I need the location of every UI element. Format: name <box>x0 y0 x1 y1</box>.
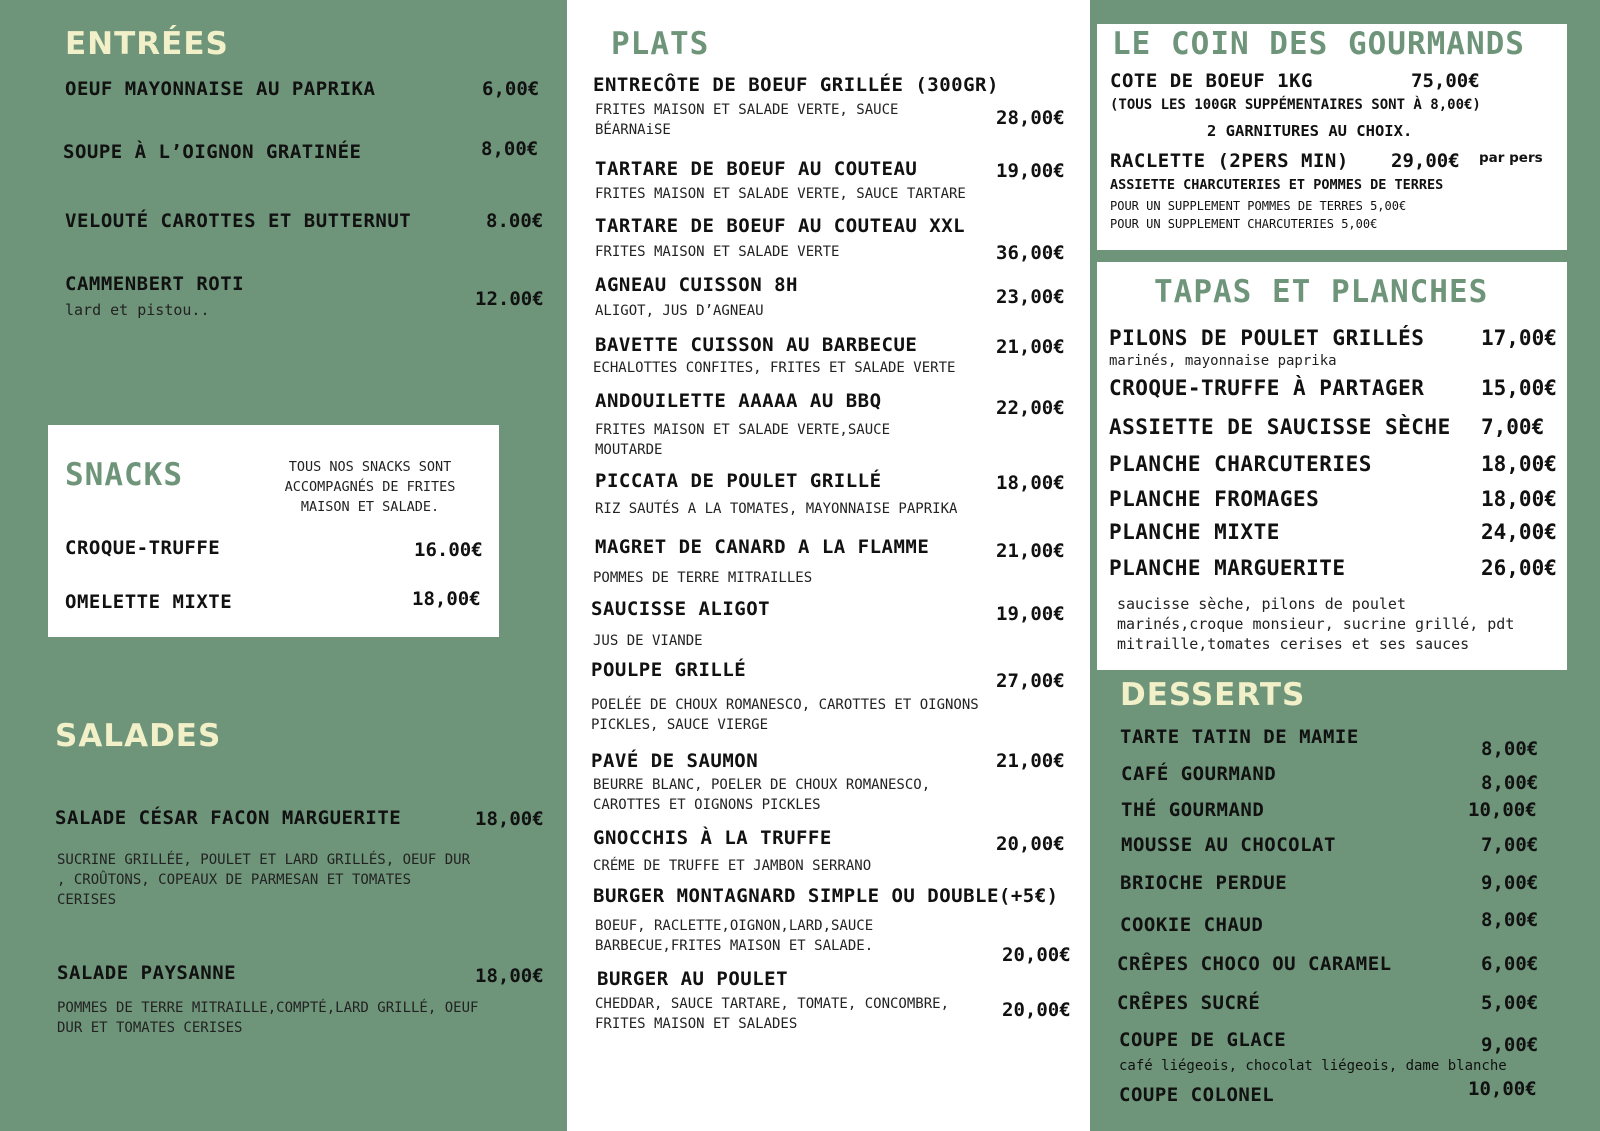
entree-name-1: OEUF MAYONNAISE AU PAPRIKA <box>65 78 376 100</box>
plat-name-4: AGNEAU CUISSON 8H <box>595 274 798 296</box>
snacks-note: TOUS NOS SNACKS SONT ACCOMPAGNÉS DE FRITES MAISON ET SALADE. <box>284 459 456 515</box>
snack-price-2: 18,00€ <box>412 588 481 610</box>
plat-desc-6: FRITES MAISON ET SALADE VERTE,SAUCE MOUTARDE <box>595 422 891 458</box>
desserts-title: DESSERTS <box>1120 677 1306 713</box>
dessert-name-1: TARTE TATIN DE MAMIE <box>1120 726 1359 748</box>
dessert-price-2: 8,00€ <box>1481 772 1539 794</box>
cote-garnish: 2 GARNITURES AU CHOIX. <box>1207 122 1413 140</box>
tapas-price-1: 17,00€ <box>1481 326 1557 350</box>
plats-title: PLATS <box>611 26 710 62</box>
plat-price-9: 19,00€ <box>996 603 1065 625</box>
plat-price-11: 21,00€ <box>996 750 1065 772</box>
plat-price-1: 28,00€ <box>996 107 1065 129</box>
dessert-price-9: 9,00€ <box>1481 1034 1539 1056</box>
plat-price-12: 20,00€ <box>996 833 1065 855</box>
plat-desc-9: JUS DE VIANDE <box>593 633 703 649</box>
tapas-footer: saucisse sèche, pilons de poulet marinés,croque monsieur, sucrine grillé, pdt mitraille,tomates cerises et ses sauces <box>1117 595 1515 653</box>
plat-price-13: 20,00€ <box>1002 944 1071 966</box>
dessert-price-6: 8,00€ <box>1481 909 1539 931</box>
salades-title: SALADES <box>55 718 222 754</box>
gourmands-title: LE COIN DES GOURMANDS <box>1112 26 1525 62</box>
plat-name-9: SAUCISSE ALIGOT <box>591 598 771 620</box>
plat-desc-10: POELÉE DE CHOUX ROMANESCO, CAROTTES ET OIGNONS PICKLES, SAUCE VIERGE <box>591 697 979 733</box>
entree-price-1: 6,00€ <box>482 78 540 100</box>
tapas-price-7: 26,00€ <box>1481 556 1557 580</box>
plat-name-3: TARTARE DE BOEUF AU COUTEAU XXL <box>595 215 966 237</box>
plat-price-3: 36,00€ <box>996 242 1065 264</box>
dessert-name-10: COUPE COLONEL <box>1119 1084 1275 1106</box>
dessert-price-5: 9,00€ <box>1481 872 1539 894</box>
plat-name-8: MAGRET DE CANARD A LA FLAMME <box>595 536 930 558</box>
salade-name-1: SALADE CÉSAR FACON MARGUERITE <box>55 807 402 829</box>
salade-desc-2: POMMES DE TERRE MITRAILLE,COMPTÉ,LARD GRILLÉ, OEUF DUR ET TOMATES CERISES <box>57 1000 479 1036</box>
entree-name-3: VELOUTÉ CAROTTES ET BUTTERNUT <box>65 210 412 232</box>
tapas-name-7: PLANCHE MARGUERITE <box>1109 556 1346 580</box>
supp-1: POUR UN SUPPLEMENT POMMES DE TERRES 5,00€ <box>1110 199 1407 213</box>
tapas-price-3: 7,00€ <box>1481 415 1545 439</box>
cote-price: 75,00€ <box>1411 70 1480 92</box>
plat-desc-4: ALIGOT, JUS D’AGNEAU <box>595 303 764 319</box>
plat-price-7: 18,00€ <box>996 472 1065 494</box>
plat-desc-5: ECHALOTTES CONFITES, FRITES ET SALADE VERTE <box>593 360 956 376</box>
tapas-name-3: ASSIETTE DE SAUCISSE SÈCHE <box>1109 415 1451 439</box>
dessert-price-8: 5,00€ <box>1481 992 1539 1014</box>
gourmands-box <box>1097 24 1567 250</box>
tapas-price-2: 15,00€ <box>1481 376 1557 400</box>
tapas-title: TAPAS ET PLANCHES <box>1154 274 1489 310</box>
plat-desc-14: CHEDDAR, SAUCE TARTARE, TOMATE, CONCOMBRE, FRITES MAISON ET SALADES <box>595 996 950 1032</box>
cote-name: COTE DE BOEUF 1KG <box>1110 70 1313 92</box>
plat-name-1: ENTRECÔTE DE BOEUF GRILLÉE (300GR) <box>593 74 999 96</box>
snack-price-1: 16.00€ <box>414 539 483 561</box>
plat-price-6: 22,00€ <box>996 397 1065 419</box>
dessert-price-10: 10,00€ <box>1468 1078 1537 1100</box>
middle-column <box>567 0 1090 1131</box>
entree-name-2: SOUPE À L’OIGNON GRATINÉE <box>63 141 362 163</box>
plat-name-2: TARTARE DE BOEUF AU COUTEAU <box>595 158 918 180</box>
plat-name-10: POULPE GRILLÉ <box>591 659 747 681</box>
dessert-name-7: CRÊPES CHOCO OU CARAMEL <box>1117 953 1392 975</box>
tapas-price-5: 18,00€ <box>1481 487 1557 511</box>
entree-price-2: 8,00€ <box>481 138 539 160</box>
plat-price-10: 27,00€ <box>996 670 1065 692</box>
salade-price-1: 18,00€ <box>475 808 544 830</box>
plat-desc-7: RIZ SAUTÉS A LA TOMATES, MAYONNAISE PAPRIKA <box>595 501 958 517</box>
plat-name-6: ANDOUILETTE AAAAA AU BBQ <box>595 390 882 412</box>
tapas-desc-1: marinés, mayonnaise paprika <box>1109 353 1337 369</box>
plat-price-5: 21,00€ <box>996 336 1065 358</box>
plat-desc-1: FRITES MAISON ET SALADE VERTE, SAUCE BÉARNAiSE <box>595 102 899 138</box>
plat-desc-11: BEURRE BLANC, POELER DE CHOUX ROMANESCO, CAROTTES ET OIGNONS PICKLES <box>593 777 931 813</box>
salade-price-2: 18,00€ <box>475 965 544 987</box>
dessert-name-6: COOKIE CHAUD <box>1120 914 1264 936</box>
tapas-name-2: CROQUE-TRUFFE À PARTAGER <box>1109 376 1425 400</box>
tapas-name-6: PLANCHE MIXTE <box>1109 520 1280 544</box>
plat-desc-8: POMMES DE TERRE MITRAILLES <box>593 570 813 586</box>
raclette-desc: ASSIETTE CHARCUTERIES ET POMMES DE TERRES <box>1110 177 1444 193</box>
dessert-name-8: CRÊPES SUCRÉ <box>1117 992 1261 1014</box>
tapas-price-4: 18,00€ <box>1481 452 1557 476</box>
tapas-name-4: PLANCHE CHARCUTERIES <box>1109 452 1372 476</box>
dessert-price-1: 8,00€ <box>1481 738 1539 760</box>
snack-name-1: CROQUE-TRUFFE <box>65 537 221 559</box>
dessert-price-3: 10,00€ <box>1468 799 1537 821</box>
dessert-name-3: THÉ GOURMAND <box>1121 799 1265 821</box>
raclette-name: RACLETTE (2PERS MIN) <box>1110 150 1349 172</box>
entree-desc-4: lard et pistou.. <box>65 301 210 319</box>
entree-price-4: 12.00€ <box>475 288 544 310</box>
plat-price-8: 21,00€ <box>996 540 1065 562</box>
plat-desc-3: FRITES MAISON ET SALADE VERTE <box>595 244 840 260</box>
raclette-price: 29,00€ <box>1391 150 1460 172</box>
dessert-price-4: 7,00€ <box>1481 834 1539 856</box>
tapas-name-1: PILONS DE POULET GRILLÉS <box>1109 326 1425 350</box>
plat-price-2: 19,00€ <box>996 160 1065 182</box>
tapas-name-5: PLANCHE FROMAGES <box>1109 487 1320 511</box>
dessert-desc-9: café liégeois, chocolat liégeois, dame blanche <box>1119 1058 1507 1074</box>
plat-name-7: PICCATA DE POULET GRILLÉ <box>595 470 882 492</box>
salade-desc-1: SUCRINE GRILLÉE, POULET ET LARD GRILLÉS, OEUF DUR , CROÛTONS, COPEAUX DE PARMESAN ET TOMATES CERISES <box>57 852 471 908</box>
snacks-title: SNACKS <box>65 457 183 493</box>
plat-desc-2: FRITES MAISON ET SALADE VERTE, SAUCE TARTARE <box>595 186 966 202</box>
supp-2: POUR UN SUPPLEMENT CHARCUTERIES 5,00€ <box>1110 217 1378 231</box>
tapas-price-6: 24,00€ <box>1481 520 1557 544</box>
plat-name-13: BURGER MONTAGNARD SIMPLE OU DOUBLE(+5€) <box>593 885 1059 907</box>
salade-name-2: SALADE PAYSANNE <box>57 962 237 984</box>
plat-name-14: BURGER AU POULET <box>597 968 789 990</box>
cote-note: (TOUS LES 100GR SUPPÉMENTAIRES SONT À 8,00€) <box>1110 97 1481 113</box>
snacks-box <box>48 425 499 637</box>
right-column <box>1090 0 1600 1131</box>
plat-desc-12: CRÉME DE TRUFFE ET JAMBON SERRANO <box>593 858 872 874</box>
raclette-unit: par pers <box>1479 150 1543 166</box>
entree-price-3: 8.00€ <box>486 210 544 232</box>
dessert-name-9: COUPE DE GLACE <box>1119 1029 1287 1051</box>
left-column <box>0 0 567 1131</box>
plat-name-5: BAVETTE CUISSON AU BARBECUE <box>595 334 918 356</box>
snack-name-2: OMELETTE MIXTE <box>65 591 233 613</box>
plat-price-14: 20,00€ <box>1002 999 1071 1021</box>
plat-desc-13: BOEUF, RACLETTE,OIGNON,LARD,SAUCE BARBECUE,FRITES MAISON ET SALADE. <box>595 918 874 954</box>
plat-price-4: 23,00€ <box>996 286 1065 308</box>
dessert-name-5: BRIOCHE PERDUE <box>1120 872 1288 894</box>
dessert-name-2: CAFÉ GOURMAND <box>1121 763 1277 785</box>
entrees-title: ENTRÉES <box>65 26 229 62</box>
tapas-box <box>1097 262 1567 670</box>
dessert-name-4: MOUSSE AU CHOCOLAT <box>1121 834 1336 856</box>
entree-name-4: CAMMENBERT ROTI <box>65 273 245 295</box>
dessert-price-7: 6,00€ <box>1481 953 1539 975</box>
plat-name-11: PAVÉ DE SAUMON <box>591 750 759 772</box>
plat-name-12: GNOCCHIS À LA TRUFFE <box>593 827 832 849</box>
